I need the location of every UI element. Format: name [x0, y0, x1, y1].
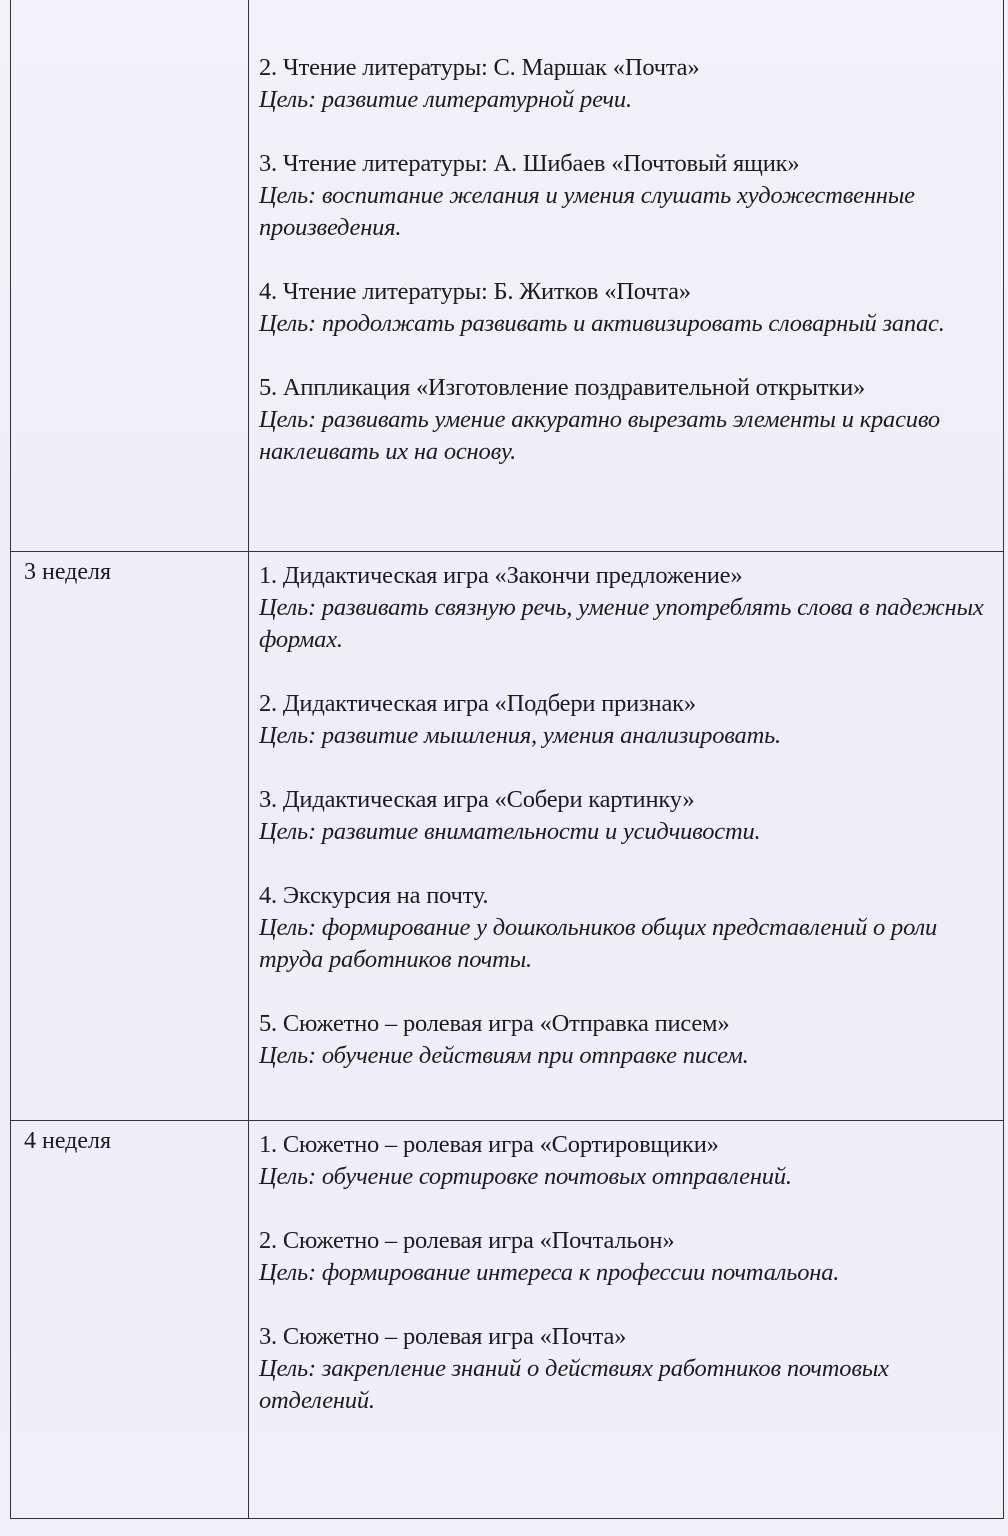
activity-title: 2. Дидактическая игра «Подбери признак» — [259, 689, 696, 717]
week-label: 3 неделя — [24, 558, 112, 585]
activity-goal: Цель: развивать связную речь, умение употреблять слова в падежных формах. — [259, 593, 984, 653]
activity-item — [259, 52, 997, 116]
activity-goal: Цель: развитие внимательности и усидчивости. — [259, 817, 761, 845]
week-label — [11, 0, 248, 6]
activity-goal: Цель: формирование интереса к профессии почтальона. — [259, 1258, 840, 1286]
activity-goal: Цель: закрепление знаний о действиях работников почтовых отделений. — [259, 1354, 889, 1414]
activity-title: 3. Сюжетно – ролевая игра «Почта» — [259, 1322, 627, 1350]
plan-table — [10, 0, 1004, 1519]
activity-item — [259, 784, 997, 848]
activity-goal: Цель: развитие мышления, умения анализировать. — [259, 721, 781, 749]
activity-item — [259, 688, 997, 752]
activity-item — [259, 1129, 997, 1193]
activity-title: 3. Дидактическая игра «Собери картинку» — [259, 785, 695, 813]
activity-goal: Цель: формирование у дошкольников общих представлений о роли труда работников почты. — [259, 913, 938, 973]
activities-cell — [249, 0, 1004, 551]
week-cell — [11, 1120, 249, 1518]
activity-goal: Цель: развитие литературной речи. — [259, 86, 632, 113]
activity-title: 4. Чтение литературы: Б. Житков «Почта» — [259, 278, 691, 305]
activity-item — [259, 560, 997, 656]
activity-item — [259, 1008, 997, 1072]
activity-goal: Цель: развивать умение аккуратно вырезать элементы и красиво наклеивать их на основу. — [259, 406, 940, 465]
week-cell — [11, 0, 249, 551]
activities-cell — [249, 1120, 1004, 1518]
activity-item — [259, 372, 997, 468]
activity-goal: Цель: продолжать развивать и активизировать словарный запас. — [259, 310, 945, 337]
activity-title: 2. Чтение литературы: С. Маршак «Почта» — [259, 54, 700, 81]
activity-goal: Цель: обучение действиям при отправке писем. — [259, 1041, 749, 1069]
activity-title: 5. Сюжетно – ролевая игра «Отправка писем» — [259, 1009, 730, 1037]
week-label: 4 неделя — [24, 1127, 112, 1154]
activity-title: 2. Сюжетно – ролевая игра «Почтальон» — [259, 1226, 675, 1254]
activity-item — [259, 276, 997, 340]
activity-title: 5. Аппликация «Изготовление поздравительной открытки» — [259, 374, 866, 401]
activity-title: 1. Сюжетно – ролевая игра «Сортировщики» — [259, 1130, 719, 1158]
activity-goal: Цель: воспитание желания и умения слушать художественные произведения. — [259, 182, 915, 241]
activity-item — [259, 148, 997, 244]
table-row — [11, 1120, 1004, 1518]
table-row — [11, 551, 1004, 1120]
activity-title: 3. Чтение литературы: А. Шибаев «Почтовый ящик» — [259, 150, 800, 177]
activity-item — [259, 880, 997, 976]
activity-item — [259, 1321, 997, 1417]
activity-title: 1. Дидактическая игра «Закончи предложение» — [259, 561, 743, 589]
activity-item — [259, 1225, 997, 1289]
table-row — [11, 0, 1004, 551]
activities-cell — [249, 551, 1004, 1120]
activity-title: 4. Экскурсия на почту. — [259, 881, 489, 909]
activity-goal: Цель: обучение сортировке почтовых отправлений. — [259, 1162, 792, 1190]
week-cell — [11, 551, 249, 1120]
